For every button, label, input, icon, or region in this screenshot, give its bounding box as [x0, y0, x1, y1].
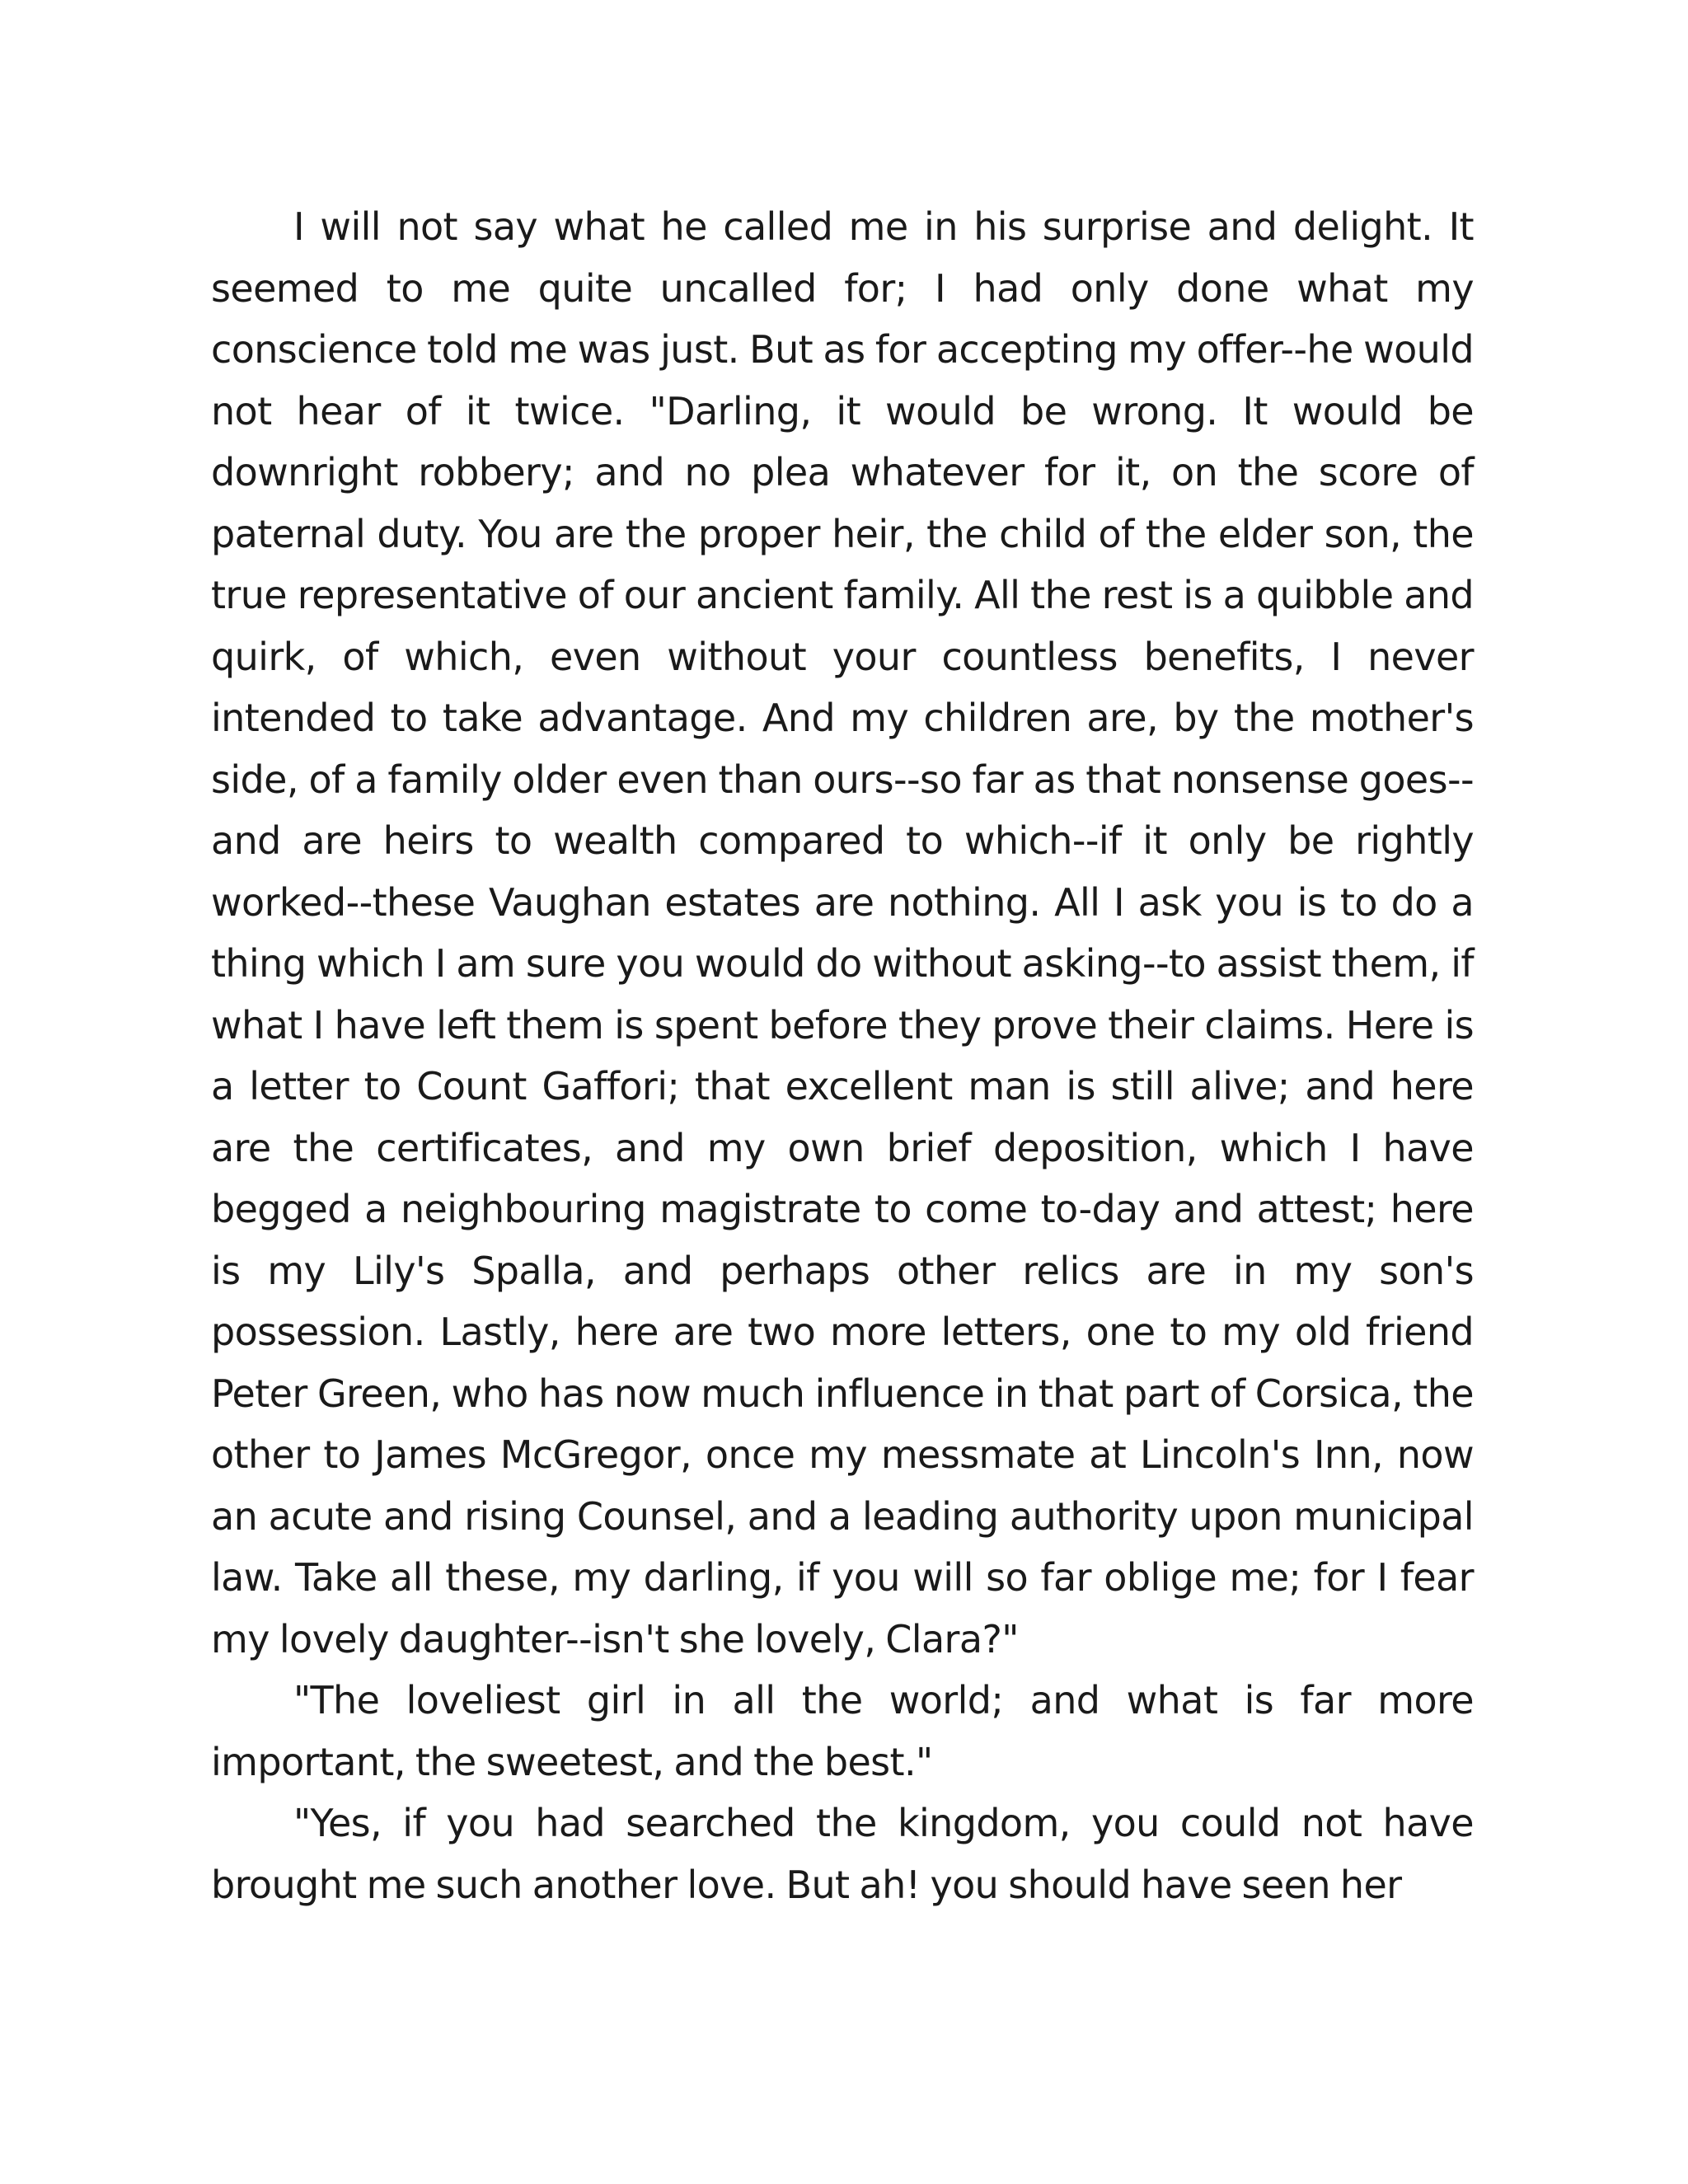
paragraph-1: I will not say what he called me in his surprise and delight. It seemed to me quite uncalled for; I had only done what my conscience told me was just. But as for accepting my offer--he would not hear of it twice. "Darling, it would be wrong. It would be downright robbery; and no plea whatever for it, on the score of paternal duty. You are the proper heir, the child of the elder son, the true representative of our ancient family. All the rest is a quibble and quirk, of which, even without your countless benefits, I never intended to take advantage. And my children are, by the mother's side, of a family older even than ours--so far as that nonsense goes--and are heirs to wealth compared to which--if it only be rightly worked--these Vaughan estates are nothing. All I ask you is to do a thing which I am sure you would do without asking--to assist them, if what I have left them is spent before they prove their claims. Here is a letter to Count Gaffori; that excellent man is still alive; and here are the certificates, and my own brief deposition, which I have begged a neighbouring magistrate to come to-day and attest; here is my Lily's Spalla, and perhaps other relics are in my son's possession. Lastly, here are two more letters, one to my old friend Peter Green, who has now much influence in that part of Corsica, the other to James McGregor, once my messmate at Lincoln's Inn, now an acute and rising Counsel, and a leading authority upon municipal law. Take all these, my darling, if you will so far oblige me; for I fear my lovely daughter--isn't she lovely, Clara?" [211, 204, 1474, 1661]
page-text [211, 196, 1474, 1915]
paragraph-2: "The loveliest girl in all the world; and what is far more important, the sweetest, and the best." [211, 1678, 1474, 1784]
paragraph-3: "Yes, if you had searched the kingdom, you could not have brought me such another love. But ah! you should have seen her [211, 1801, 1474, 1907]
